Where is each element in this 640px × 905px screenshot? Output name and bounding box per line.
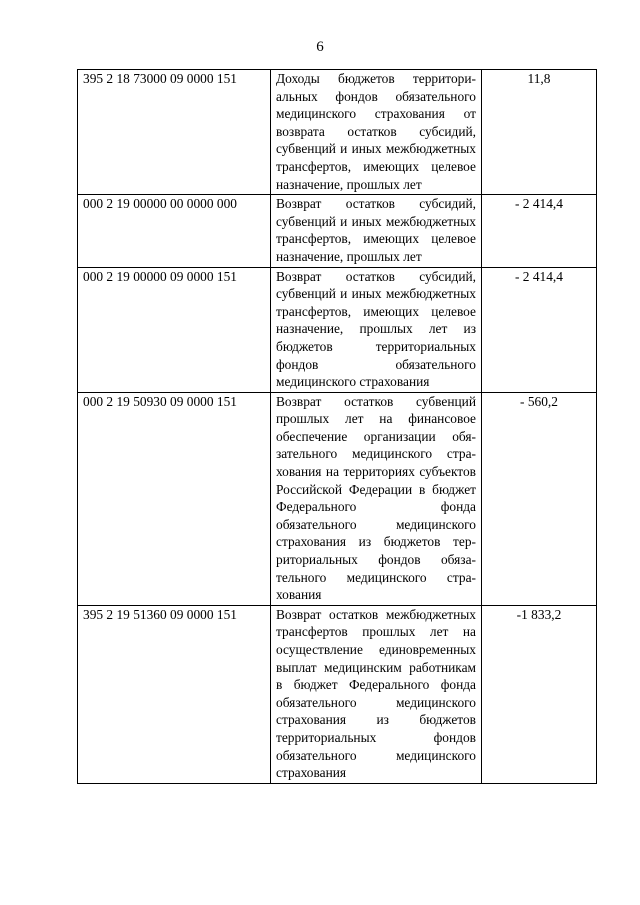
description-cell: Возврат остатков субсидий, субвенций и иных межбюджетных трансфертов, имеющих целевое назначение, прошлых лет (271, 195, 482, 267)
budget-code-cell: 395 2 18 73000 09 0000 151 (78, 70, 271, 195)
budget-code-cell: 000 2 19 00000 00 0000 000 (78, 195, 271, 267)
budget-code-cell: 000 2 19 00000 09 0000 151 (78, 267, 271, 392)
table-row (78, 195, 597, 267)
description-cell: Возврат остатков субвенций прошлых лет на финансовое обеспечение организации обязательного медицинского страхования на территориях субъектов Российской Федерации в бюджет Федерального фонда обязательного медицинского страхования из бюджетов территориальных фондов обязательного медицинского страхования (271, 392, 482, 605)
amount-cell: 11,8 (482, 70, 597, 195)
amount-cell: -1 833,2 (482, 605, 597, 783)
description-cell: Возврат остатков субсидий, субвенций и иных межбюджетных трансфертов, имеющих целевое назначение, прошлых лет из бюджетов территориальных фондов обязательного медицинского страхования (271, 267, 482, 392)
table-row (78, 605, 597, 783)
amount-cell: - 2 414,4 (482, 267, 597, 392)
budget-code-cell: 000 2 19 50930 09 0000 151 (78, 392, 271, 605)
table-row (78, 267, 597, 392)
budget-revenue-table (77, 69, 597, 784)
description-cell: Доходы бюджетов территориальных фондов обязательного медицинского страхования от возврата остатков субсидий, субвенций и иных межбюджетных трансфертов, имеющих целевое назначение, прошлых лет (271, 70, 482, 195)
budget-code-cell: 395 2 19 51360 09 0000 151 (78, 605, 271, 783)
table-row (78, 70, 597, 195)
description-cell: Возврат остатков межбюджетных трансфертов прошлых лет на осуществление единовременных выплат медицинским работникам в бюджет Федерального фонда обязательного медицинского страхования из бюджетов территориальных фондов обязательного медицинского страхования (271, 605, 482, 783)
amount-cell: - 560,2 (482, 392, 597, 605)
table-row (78, 392, 597, 605)
page-number: 6 (316, 39, 324, 55)
amount-cell: - 2 414,4 (482, 195, 597, 267)
